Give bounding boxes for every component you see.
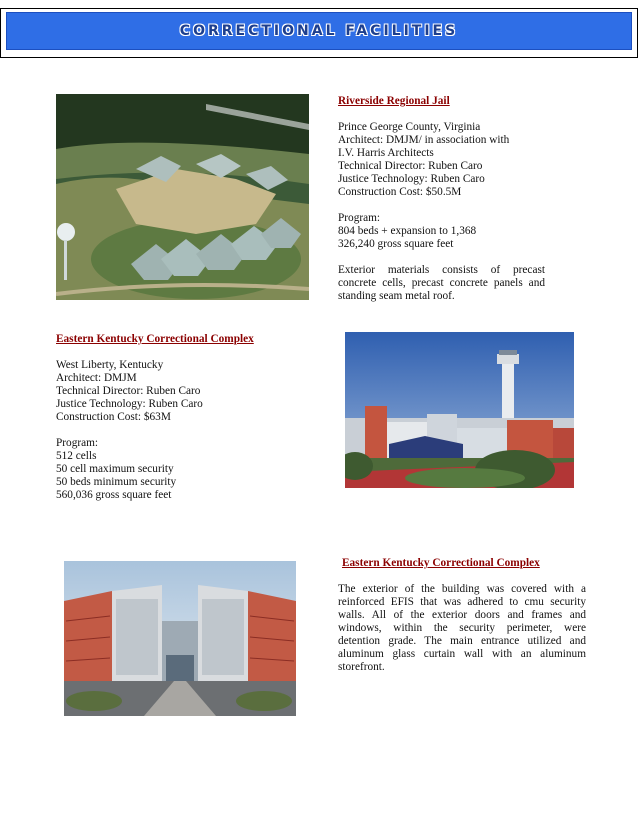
riverside-description: Exterior materials consists of precast concrete cells, precast concrete panels and standing seam metal roof. [338, 264, 545, 302]
eastern-kentucky-program-line: 512 cells [56, 450, 97, 462]
riverside-program-line: 804 beds + expansion to 1,368 [338, 225, 477, 237]
riverside-detail-line: Prince George County, Virginia [338, 121, 481, 133]
eastern-kentucky-exterior-text [338, 557, 586, 674]
eastern-kentucky-exterior-description: The exterior of the building was covered with a reinforced EFIS that was adhered to cmu security walls. All of the exterior doors and frames and windows, within the security perimeter, were detention grade. The main entrance utilized and aluminum glass curtain wall with an aluminum storefront. [338, 583, 586, 673]
eastern-kentucky-text [56, 333, 296, 502]
eastern-kentucky-heading: Eastern Kentucky Correctional Complex [56, 333, 254, 345]
riverside-detail-line: I.V. Harris Architects [338, 147, 434, 159]
riverside-program-line: 326,240 gross square feet [338, 238, 454, 250]
eastern-kentucky-program-line: 50 beds minimum security [56, 476, 177, 488]
eastern-kentucky-program-label: Program: [56, 437, 99, 449]
banner-frame [0, 8, 638, 58]
riverside-detail-line: Construction Cost: $50.5M [338, 186, 462, 198]
riverside-text [338, 95, 545, 303]
riverside-detail-line: Technical Director: Ruben Caro [338, 160, 483, 172]
riverside-detail-line: Justice Technology: Ruben Caro [338, 173, 485, 185]
eastern-kentucky-program-line: 50 cell maximum security [56, 463, 174, 475]
eastern-kentucky-detail-line: Justice Technology: Ruben Caro [56, 398, 203, 410]
riverside-program-label: Program: [338, 212, 381, 224]
riverside-detail-line: Architect: DMJM/ in association with [338, 134, 510, 146]
eastern-kentucky-detail-line: Architect: DMJM [56, 372, 137, 384]
eastern-kentucky-exterior-heading: Eastern Kentucky Correctional Complex [342, 557, 540, 569]
eastern-kentucky-detail-line: West Liberty, Kentucky [56, 359, 164, 371]
eastern-kentucky-detail-line: Technical Director: Ruben Caro [56, 385, 201, 397]
eastern-kentucky-exterior-photo [64, 561, 296, 716]
eastern-kentucky-detail-line: Construction Cost: $63M [56, 411, 171, 423]
riverside-heading: Riverside Regional Jail [338, 95, 450, 107]
eastern-kentucky-tower-photo [345, 332, 574, 488]
banner-title: CORRECTIONAL FACILITIES [179, 23, 459, 39]
banner [6, 12, 632, 50]
eastern-kentucky-program-line: 560,036 gross square feet [56, 489, 172, 501]
riverside-aerial-photo [56, 94, 309, 300]
